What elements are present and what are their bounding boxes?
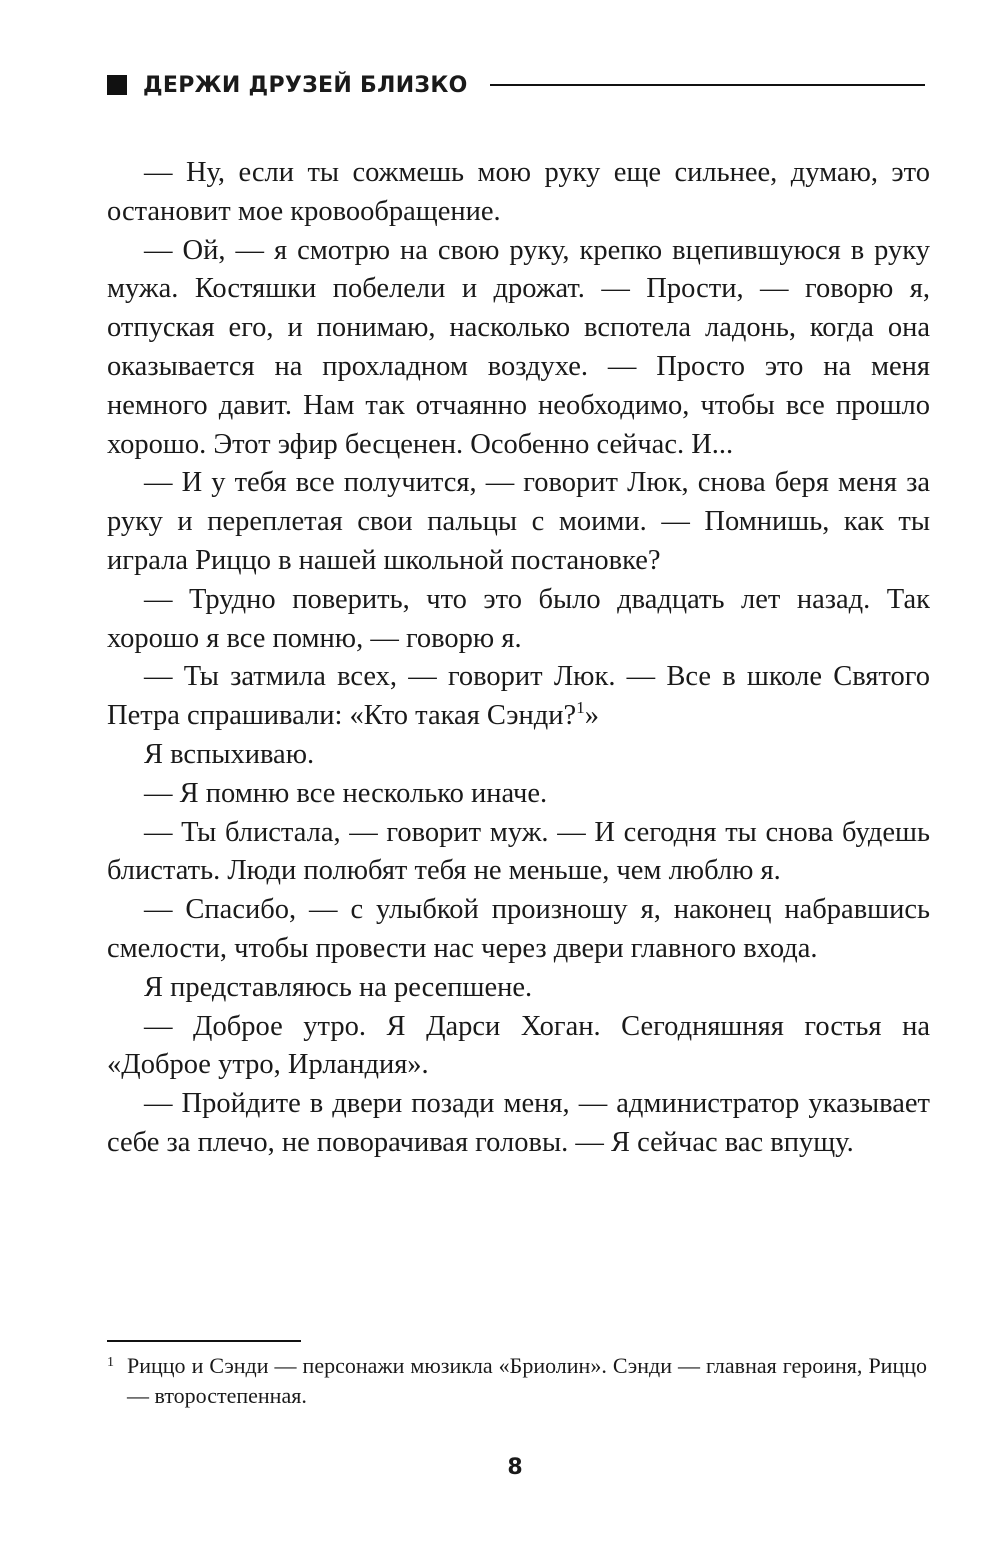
header-square-icon [107,75,127,95]
body-text [107,154,930,1163]
header-rule [490,84,925,86]
paragraph-5-closing-quote: » [584,700,599,732]
paragraph-6: Я вспыхиваю. [144,738,315,770]
page-number: 8 [507,1455,523,1480]
paragraph-11: — Доброе утро. Я Дарси Хоган. Сегодняшняя гостья на «Доброе утро, Ирландия». [107,1010,930,1081]
header-title: ДЕРЖИ ДРУЗЕЙ БЛИЗКО [143,72,468,98]
paragraph-5-text: — Ты затмила всех, — говорит Люк. — Все в школе Святого Петра спрашивали: «Кто такая Сэнди? [107,661,930,732]
footnote-text: Риццо и Сэнди — персонажи мюзикла «Бриолин». Сэнди — главная героиня, Риццо — второстепенная. [127,1353,927,1408]
paragraph-2: — Ой, — я смотрю на свою руку, крепко вцепившуюся в руку мужа. Костяшки побелели и дрожат. — Прости, — говорю я, отпуская его, и понимаю, насколько вспотела ладонь, когда она оказывается на прохладном воздухе. — Просто это на меня немного давит. Нам так отчаянно необходимо, чтобы все прошло хорошо. Этот эфир бесценен. Особенно сейчас. И... [107,234,930,460]
paragraph-12: — Пройдите в двери позади меня, — администратор указывает себе за плечо, не поворачивая головы. — Я сейчас вас впущу. [107,1088,930,1158]
footnote-rule [107,1340,301,1342]
footnote-marker: 1 [107,1355,114,1370]
paragraph-5 [107,658,930,736]
paragraph-7: — Я помню все несколько иначе. [144,777,548,809]
paragraph-9: — Спасибо, — с улыбкой произношу я, наконец набравшись смелости, чтобы провести нас через двери главного входа. [107,894,930,964]
paragraph-4: — Трудно поверить, что это было двадцать лет назад. Так хорошо я все помню, — говорю я. [107,583,930,654]
paragraph-1: — Ну, если ты сожмешь мою руку еще сильнее, думаю, это остановит мое кровообращение. [107,157,930,227]
footnote-reference[interactable]: 1 [576,698,585,718]
running-header [107,70,925,100]
paragraph-10: Я представляюсь на ресепшене. [144,971,533,1003]
paragraph-3: — И у тебя все получится, — говорит Люк, снова беря меня за руку и переплетая свои пальцы с моими. — Помнишь, как ты играла Риццо в нашей школьной постановке? [107,467,930,576]
paragraph-8: — Ты блистала, — говорит муж. — И сегодня ты снова будешь блистать. Люди полюбят тебя не меньше, чем люблю я. [107,816,930,887]
footnote [107,1351,927,1411]
